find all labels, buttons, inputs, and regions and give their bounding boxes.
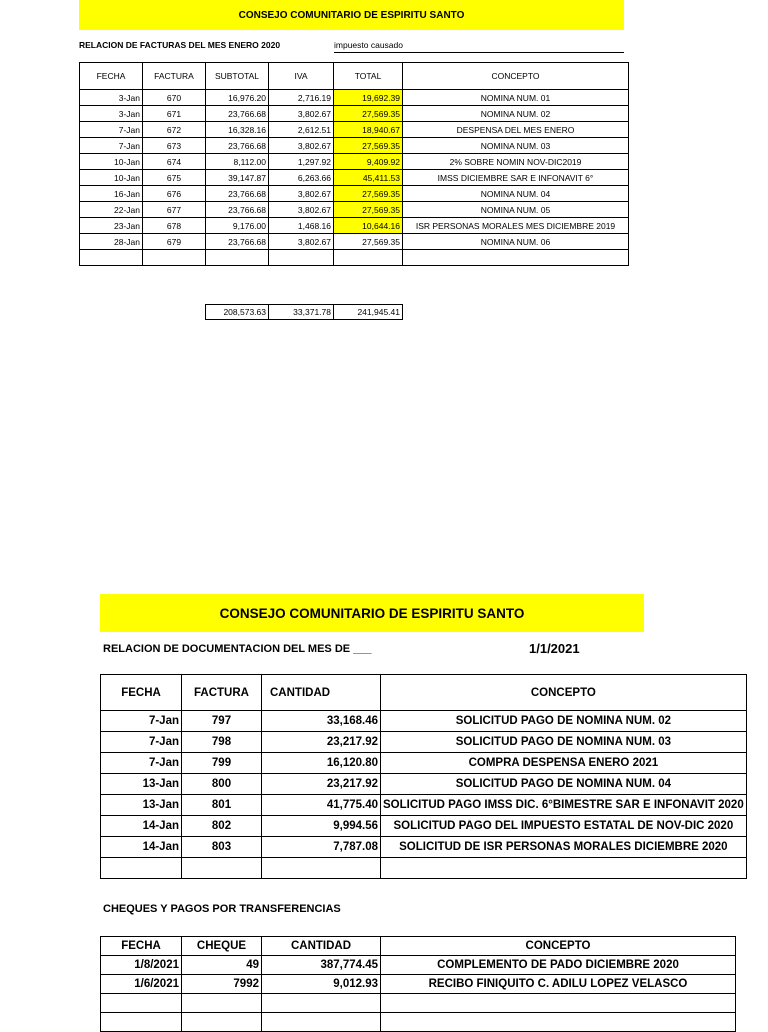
cell-cantidad: 23,217.92 [262,774,381,795]
cell-cantidad [262,1013,381,1032]
cell-factura: 799 [182,753,262,774]
cell-cheque: 7992 [182,975,262,994]
cell-concepto: DESPENSA DEL MES ENERO [403,122,629,138]
cell-factura: 676 [143,186,206,202]
cell-subtotal: 23,766.68 [206,106,269,122]
cell-total: 9,409.92 [334,154,403,170]
documentation-table-header [101,675,747,711]
cell-iva: 3,802.67 [269,138,334,154]
cell-total: 10,644.16 [334,218,403,234]
cell-concepto: SOLICITUD DE ISR PERSONAS MORALES DICIEMBRE 2020 [381,837,747,858]
cell-iva: 1,297.92 [269,154,334,170]
cell-total: 27,569.35 [334,234,403,250]
cell-fecha: 7-Jan [101,711,182,732]
cell-factura: 674 [143,154,206,170]
cell-total: 27,569.35 [334,186,403,202]
cell-cheque [182,1013,262,1032]
header-iva: IVA [269,63,334,90]
cell-concepto [381,858,747,879]
cell-subtotal: 23,766.68 [206,202,269,218]
cell-subtotal: 23,766.68 [206,234,269,250]
cell-factura: 671 [143,106,206,122]
cell-factura: 801 [182,795,262,816]
cell-concepto: NOMINA NUM. 06 [403,234,629,250]
cell-factura: 670 [143,90,206,106]
cell-iva: 3,802.67 [269,186,334,202]
cell-total: 19,692.39 [334,90,403,106]
cell-concepto: SOLICITUD PAGO DEL IMPUESTO ESTATAL DE NOV-DIC 2020 [381,816,747,837]
cell-concepto: SOLICITUD PAGO IMSS DIC. 6°BIMESTRE SAR E INFONAVIT 2020 [381,795,747,816]
cell-factura: 679 [143,234,206,250]
invoice-row [80,138,629,154]
cell-total: 27,569.35 [334,138,403,154]
tax-label: impuesto causado [334,40,403,50]
cell-cantidad: 9,012.93 [262,975,381,994]
cell-factura: 673 [143,138,206,154]
cell-iva: 3,802.67 [269,202,334,218]
cell-iva: 3,802.67 [269,106,334,122]
cell-cantidad: 41,775.40 [262,795,381,816]
documentation-row [101,774,747,795]
total-subtotal: 208,573.63 [206,305,269,320]
cell-fecha: 14-Jan [101,837,182,858]
doc2-subtitle: RELACION DE DOCUMENTACION DEL MES DE ___ [103,643,372,655]
cell-factura: 798 [182,732,262,753]
cell-factura: 672 [143,122,206,138]
cell-fecha: 10-Jan [80,154,143,170]
cell-concepto: SOLICITUD PAGO DE NOMINA NUM. 03 [381,732,747,753]
header-concepto: CONCEPTO [381,937,736,956]
total-total: 241,945.41 [334,305,403,320]
header-total: TOTAL [334,63,403,90]
cell-fecha: 14-Jan [101,816,182,837]
cell-subtotal: 16,328.16 [206,122,269,138]
cell-factura: 797 [182,711,262,732]
cell-subtotal: 16,976.20 [206,90,269,106]
cell-concepto: NOMINA NUM. 01 [403,90,629,106]
cell-concepto [381,1013,736,1032]
cell-factura [182,858,262,879]
cell-cantidad [262,994,381,1013]
cheque-row [101,975,736,994]
cell-factura: 675 [143,170,206,186]
cheques-table [100,936,736,1032]
cell-fecha: 22-Jan [80,202,143,218]
total-iva: 33,371.78 [269,305,334,320]
invoice-row [80,186,629,202]
cell-fecha: 1/8/2021 [101,956,182,975]
cell-cantidad: 16,120.80 [262,753,381,774]
cell-factura: 678 [143,218,206,234]
header-fecha: FECHA [80,63,143,90]
documentation-row [101,732,747,753]
doc2-banner-title: CONSEJO COMUNITARIO DE ESPIRITU SANTO [100,594,644,632]
cell-concepto [381,994,736,1013]
cell-cheque [182,994,262,1013]
cell-iva: 1,468.16 [269,218,334,234]
invoice-row [80,90,629,106]
cell-fecha: 7-Jan [80,138,143,154]
cell-factura [143,250,206,266]
cell-factura: 802 [182,816,262,837]
header-factura: FACTURA [182,675,262,711]
cell-concepto: NOMINA NUM. 05 [403,202,629,218]
cell-iva [269,250,334,266]
invoice-row [80,250,629,266]
header-fecha: FECHA [101,937,182,956]
doc1-banner-title: CONSEJO COMUNITARIO DE ESPIRITU SANTO [79,0,624,30]
cheque-row [101,994,736,1013]
invoice-totals [205,304,403,320]
cell-fecha [101,858,182,879]
cell-concepto: 2% SOBRE NOMIN NOV-DIC2019 [403,154,629,170]
cell-cantidad: 9,994.56 [262,816,381,837]
cell-iva: 3,802.67 [269,234,334,250]
cell-fecha [80,250,143,266]
cell-concepto: NOMINA NUM. 02 [403,106,629,122]
invoice-row [80,234,629,250]
cell-fecha: 13-Jan [101,795,182,816]
cell-cantidad: 387,774.45 [262,956,381,975]
cell-fecha: 13-Jan [101,774,182,795]
cell-concepto: SOLICITUD PAGO DE NOMINA NUM. 04 [381,774,747,795]
cell-factura: 677 [143,202,206,218]
cell-fecha [101,994,182,1013]
cell-concepto: IMSS DICIEMBRE SAR E INFONAVIT 6° [403,170,629,186]
cell-cantidad [262,858,381,879]
cell-fecha: 7-Jan [80,122,143,138]
header-subtotal: SUBTOTAL [206,63,269,90]
cell-iva: 2,716.19 [269,90,334,106]
cell-subtotal: 23,766.68 [206,186,269,202]
header-cantidad: CANTIDAD [262,937,381,956]
cell-subtotal: 9,176.00 [206,218,269,234]
cell-fecha: 3-Jan [80,90,143,106]
cell-fecha: 28-Jan [80,234,143,250]
cell-total [334,250,403,266]
documentation-row [101,837,747,858]
documentation-row [101,858,747,879]
cell-subtotal: 23,766.68 [206,138,269,154]
cell-fecha: 23-Jan [80,218,143,234]
cell-fecha: 7-Jan [101,753,182,774]
cell-cantidad: 7,787.08 [262,837,381,858]
header-factura: FACTURA [143,63,206,90]
cell-concepto: NOMINA NUM. 03 [403,138,629,154]
cell-cheque: 49 [182,956,262,975]
cell-concepto: COMPLEMENTO DE PADO DICIEMBRE 2020 [381,956,736,975]
tax-label-underline [334,52,624,53]
cell-total: 18,940.67 [334,122,403,138]
invoice-row [80,218,629,234]
invoice-table-header [80,63,629,90]
cell-concepto: RECIBO FINIQUITO C. ADILU LOPEZ VELASCO [381,975,736,994]
cell-concepto: COMPRA DESPENSA ENERO 2021 [381,753,747,774]
invoice-row [80,170,629,186]
header-cantidad: CANTIDAD [262,675,381,711]
cell-fecha: 3-Jan [80,106,143,122]
cell-total: 45,411.53 [334,170,403,186]
header-cheque: CHEQUE [182,937,262,956]
cell-fecha: 7-Jan [101,732,182,753]
invoice-row [80,122,629,138]
cell-iva: 6,263.66 [269,170,334,186]
header-concepto: CONCEPTO [381,675,747,711]
cell-concepto: NOMINA NUM. 04 [403,186,629,202]
cell-concepto: SOLICITUD PAGO DE NOMINA NUM. 02 [381,711,747,732]
cell-concepto: ISR PERSONAS MORALES MES DICIEMBRE 2019 [403,218,629,234]
invoice-table [79,62,629,266]
cell-cantidad: 33,168.46 [262,711,381,732]
documentation-row [101,816,747,837]
cell-fecha [101,1013,182,1032]
doc2-date: 1/1/2021 [529,641,580,656]
documentation-row [101,795,747,816]
cell-iva: 2,612.51 [269,122,334,138]
cheques-table-header [101,937,736,956]
cell-concepto [403,250,629,266]
invoice-row [80,154,629,170]
cell-total: 27,569.35 [334,106,403,122]
cell-fecha: 10-Jan [80,170,143,186]
cell-subtotal: 8,112.00 [206,154,269,170]
header-concepto: CONCEPTO [403,63,629,90]
cell-factura: 803 [182,837,262,858]
cheque-row [101,956,736,975]
header-fecha: FECHA [101,675,182,711]
invoice-row [80,202,629,218]
doc1-subtitle: RELACION DE FACTURAS DEL MES ENERO 2020 [79,40,281,50]
cell-cantidad: 23,217.92 [262,732,381,753]
invoice-row [80,106,629,122]
documentation-row [101,753,747,774]
documentation-row [101,711,747,732]
cell-total: 27,569.35 [334,202,403,218]
cell-subtotal [206,250,269,266]
cell-fecha: 16-Jan [80,186,143,202]
documentation-table [100,674,747,879]
cheques-title: CHEQUES Y PAGOS POR TRANSFERENCIAS [103,903,341,915]
cell-subtotal: 39,147.87 [206,170,269,186]
cell-fecha: 1/6/2021 [101,975,182,994]
cheque-row [101,1013,736,1032]
cell-factura: 800 [182,774,262,795]
